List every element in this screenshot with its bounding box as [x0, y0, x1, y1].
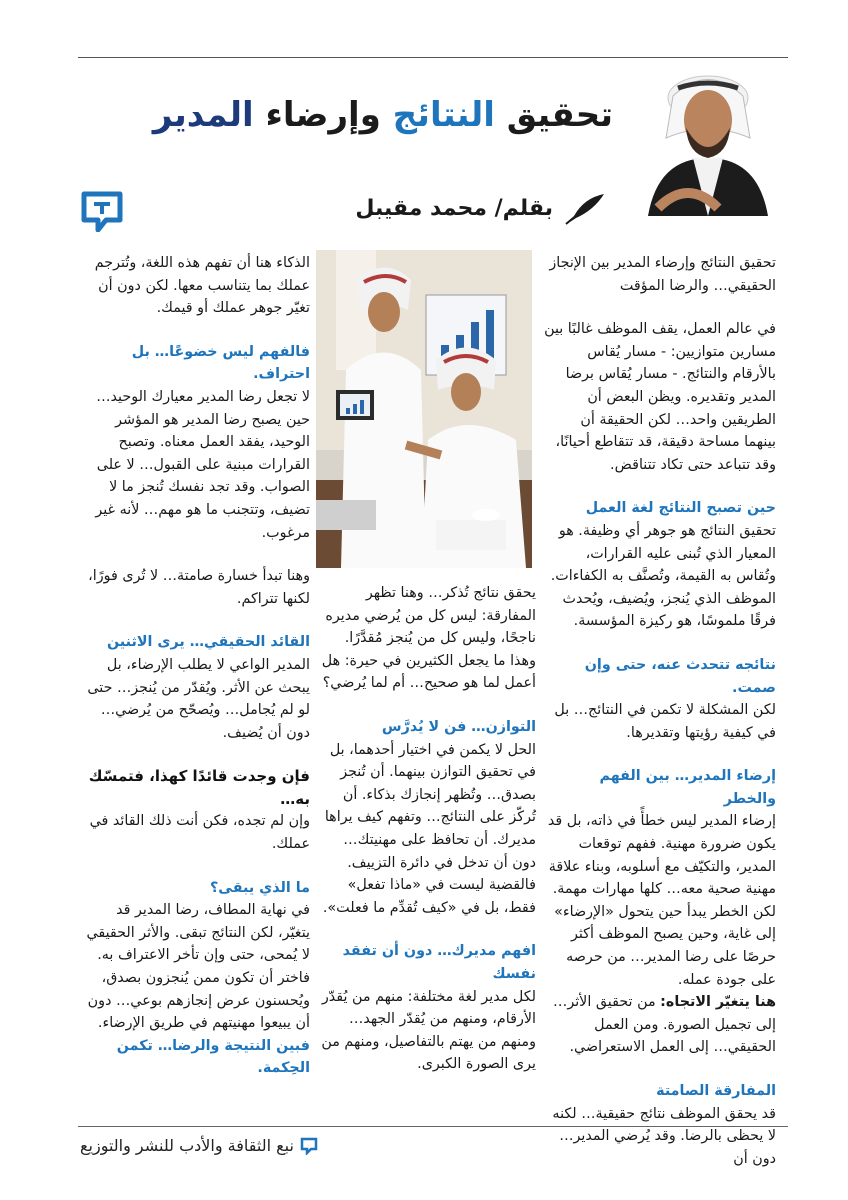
paragraph: الحل لا يكمن في اختيار أحدهما، بل في تحقيق التوازن بينهما. أن تُنجز بصدق… وتُظهر إنجازك بذكاء. أن تُركّز على النتائج… وتفهم كيف يراها مديرك. أن تحافظ على مهنيتك… دون أن تدخل في دائرة التزييف. فالقضية ليست في «ماذا تفعل» فقط، بل في «كيف تُقدِّم ما فعلت».: [322, 741, 536, 916]
section-heading: افهم مديرك… دون أن تفقد نفسك: [342, 943, 536, 982]
section-heading: المفارقة الصامتة: [656, 1083, 776, 1099]
intro-paragraph: تحقيق النتائج وإرضاء المدير بين الإنجاز الحقيقي… والرضا المؤقت: [549, 255, 776, 294]
column-middle: [316, 582, 536, 1097]
paragraph: وهنا تبدأ خسارة صامتة… لا تُرى فورًا، لكنها تتراكم.: [88, 568, 310, 607]
brand-logo-icon: [80, 190, 124, 232]
author-portrait: [618, 58, 788, 216]
footer: [80, 1136, 318, 1155]
paragraph: لكل مدير لغة مختلفة: منهم من يُقدّر الأرقام، ومنهم من يُقدّر الجهد… ومنهم من يهتم بالتفاصيل، ومنهم من يرى الصورة الكبرى.: [321, 988, 536, 1073]
paragraph: لكن المشكلة لا تكمن في النتائج… بل في كيفية رؤيتها وتقديرها.: [554, 702, 776, 741]
column-left: [80, 252, 310, 1080]
article-title: [120, 95, 613, 136]
section-heading: نتائجه تتحدث عنه، حتى وإن صمت.: [584, 656, 776, 696]
paragraph: يحقق نتائج تُذكر… وهنا تظهر المفارقة: ليس كل من يُرضي مديره ناجحًا، وليس كل من يُنجز مُقدَّرًا. وهذا ما يجعل الكثيرين في حيرة: هل أعمل لما هو صحيح… أم لما يُرضي؟: [321, 585, 536, 692]
section-heading: القائد الحقيقي… يرى الاثنين: [106, 634, 310, 651]
section-heading: إرضاء المدير… بين الفهم والخطر: [599, 768, 776, 807]
paragraph: [544, 991, 776, 1059]
paragraph: قد يحقق الموظف نتائج حقيقية… لكنه لا يحظى بالرضا. وقد يُرضي المدير… دون أن: [552, 1105, 776, 1167]
paragraph: وإن لم تجده، فكن أنت ذلك القائد في عملك.: [89, 813, 310, 853]
paragraph: لا تجعل رضا المدير معيارك الوحيد… حين يصبح رضا المدير هو المؤشر الوحيد، يفقد العمل معناه. وتصبح القرارات مبنية على القبول… لا على الصواب. وقد تجد نفسك تُنجز ما لا تضيف، وتتجنب ما هو مهم… لأنه غير مرغوب.: [95, 388, 310, 541]
column-right: [544, 252, 776, 1191]
section-heading: فالفهم ليس خضوعًا… بل احتراف.: [131, 343, 310, 383]
title-part-4: المدير: [152, 95, 254, 135]
section-heading: حين تصبح النتائج لغة العمل: [585, 500, 776, 517]
section-heading: ما الذي يبقى؟: [209, 879, 310, 896]
paragraph: في عالم العمل، يقف الموظف غالبًا بين مسارين متوازيين: - مسار يُقاس بالأرقام والنتائج. - مسار يُقاس برضا المدير وتقديره. ويظن البعض أن الطريقين واحد… لكن الحقيقة أن بينهما مساحة دقيقة، قد تتقاطع أحيانًا، وقد تتباعد حتى تكاد تتناقض.: [544, 321, 776, 473]
byline: بقلم/ محمد مقيبل: [355, 196, 553, 221]
quill-icon: [564, 190, 608, 226]
handshake-photo: [316, 250, 532, 568]
bold-phrase: هنا يتغيّر الاتجاه:: [660, 994, 776, 1011]
paragraph: في نهاية المطاف، رضا المدير قد يتغيّر، لكن النتائج تبقى. والأثر الحقيقي لا يُمحى، حتى وإن تأخر الاعتراف به. فاختر أن تكون ممن يُنجزون بصدق، ويُحسنون عرض إنجازهم بوعي… دون أن يبيعوا مهنيتهم في طريق الإرضاء.: [86, 902, 310, 1032]
title-part-1: تحقيق: [494, 95, 613, 135]
paragraph: الذكاء هنا أن تفهم هذه اللغة، وتُترجم عملك بما يتناسب معها. لكن دون أن تغيّر جوهر عملك أو قيمك.: [94, 255, 310, 317]
emphasis-line: فإن وجدت قائدًا كهذا، فتمسّك به…: [88, 767, 310, 808]
paragraph-rest: من تحقيق الأثر… إلى تجميل الصورة. ومن العمل الحقيقي… إلى العمل الاستعراضي.: [553, 994, 776, 1056]
paragraph: تحقيق النتائج هو جوهر أي وظيفة. هو المعيار الذي تُبنى عليه القرارات، وتُقاس به القيمة، وتُصنَّف به الكفاءات. الموظف الذي يُنجز، ويُضيف، ويُحدث فرقًا ملموسًا، هو ركيزة المؤسسة.: [550, 522, 776, 630]
paragraph: المدير الواعي لا يطلب الإرضاء، بل يبحث عن الأثر. ويُقدّر من يُنجز… حتى لو لم يُجامل… ويُصحّح من يُرضي… دون أن يُضيف.: [87, 656, 310, 741]
footer-rule: [78, 1126, 788, 1127]
paragraph: إرضاء المدير ليس خطأً في ذاته، بل قد يكون ضرورة مهنية. ففهم توقعات المدير، والتكيّف مع أسلوبه، وبناء علاقة مهنية صحية معه… كلها مهارات مهمة. لكن الخطر يبدأ حين يتحول «الإرضاء» إلى غاية، وحين يصبح الموظف أكثر حرصًا على رضا المدير… من حرصه على جودة عمله.: [547, 813, 776, 988]
footer-logo-icon: [300, 1137, 318, 1155]
title-part-3: وإرضاء: [253, 95, 393, 135]
section-heading: التوازن… فن لا يُدرَّس: [381, 718, 536, 735]
closing-line: فبين النتيجة والرضا… تكمن الحِكمة.: [116, 1037, 310, 1077]
title-part-2: النتائج: [392, 95, 495, 135]
publisher-name: نبع الثقافة والأدب للنشر والتوزيع: [80, 1136, 294, 1155]
